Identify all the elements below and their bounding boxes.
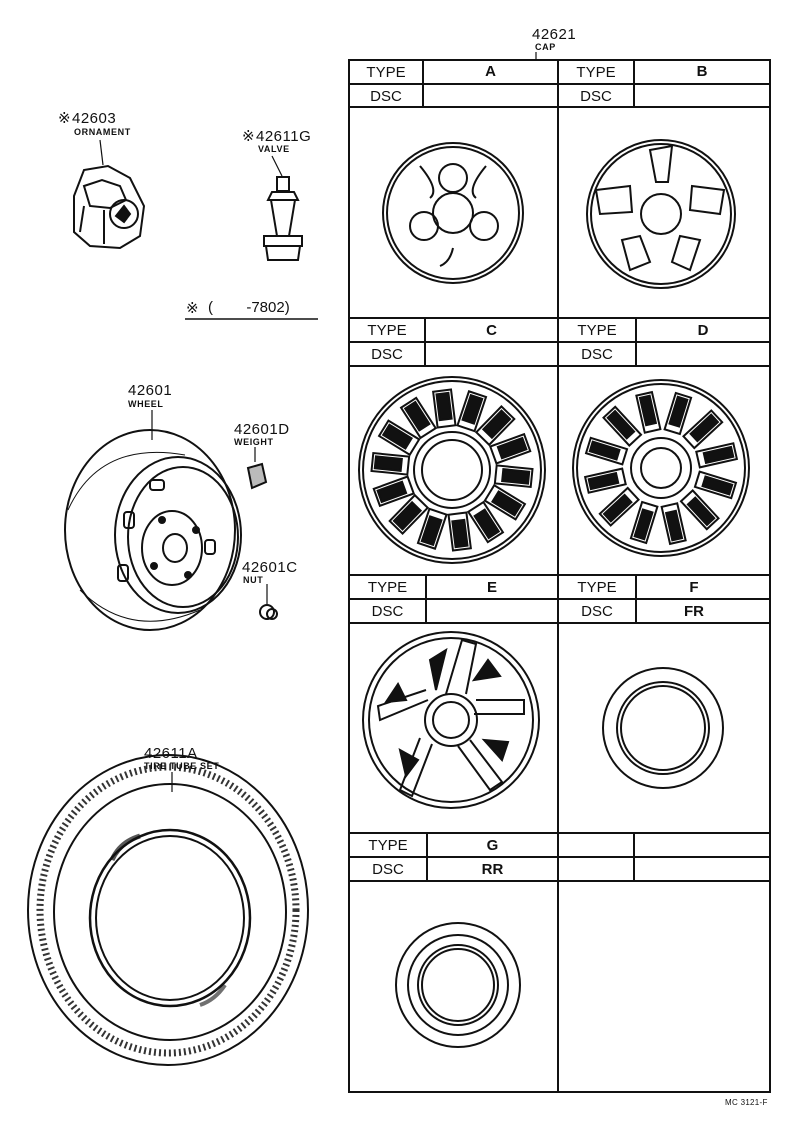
cap-type-table-grid [349, 60, 770, 1092]
dsc-header-f: DSC [581, 603, 613, 620]
weight-drawing [248, 464, 266, 488]
cap-d-slot-inner [590, 442, 620, 460]
dsc-header-e: DSC [371, 603, 404, 620]
tire-part-name: TIRE TUBE SET [144, 761, 220, 771]
cap-c-slot-inner [475, 510, 499, 538]
type-header-c: TYPE [367, 322, 407, 339]
dsc-header-c: DSC [371, 346, 403, 363]
valve-drawing [264, 177, 302, 260]
type-value-c: C [486, 322, 497, 339]
dsc-value-g: RR [481, 861, 504, 878]
cap-c-slot-inner [378, 482, 407, 502]
valve-part-number: 42611G [256, 128, 312, 145]
nut-part-name: NUT [243, 575, 264, 585]
dsc-header-g: DSC [372, 861, 404, 878]
ornament-part-name: ORNAMENT [74, 127, 131, 137]
tire-drawing [28, 755, 308, 1065]
cap-c-slot-inner [405, 402, 429, 430]
cap-c-slot-inner [498, 438, 527, 458]
cap-d-slots [585, 392, 737, 544]
cap-part-name: CAP [535, 42, 556, 52]
cap-d-slot-inner [670, 397, 688, 427]
type-header-g: TYPE [368, 837, 408, 854]
cap-c-slot-inner [483, 411, 510, 438]
cap-c-slot-inner [492, 491, 520, 515]
dsc-value-f: FR [684, 603, 704, 620]
cap-c-slot-inner [383, 425, 411, 449]
wheel-part-number: 42601 [128, 382, 173, 399]
type-value-g: G [486, 837, 499, 854]
dsc-header-b: DSC [580, 88, 612, 105]
type-header-b: TYPE [576, 64, 616, 81]
cap-d-slot-inner [604, 495, 631, 521]
footnote-text: ( -7802) [208, 299, 290, 316]
cap-d-drawing [573, 380, 749, 556]
cap-e-drawing [363, 632, 539, 808]
type-header-d: TYPE [577, 322, 617, 339]
cap-g-drawing [396, 923, 520, 1047]
cap-a-drawing [383, 143, 523, 283]
cap-d-slot-inner [688, 498, 714, 525]
dsc-header-d: DSC [581, 346, 613, 363]
cap-d-slot-inner [703, 477, 733, 495]
type-value-a: A [485, 63, 496, 80]
cap-c-slots [372, 390, 533, 551]
cap-c-slot-inner [394, 502, 421, 529]
ornament-mark: ※ [58, 110, 72, 127]
wheel-drawing [65, 430, 241, 630]
cap-f-drawing [603, 668, 723, 788]
type-header-f: TYPE [577, 579, 617, 596]
cap-c-slot-inner [375, 456, 402, 471]
weight-part-name: WEIGHT [234, 437, 274, 447]
type-value-e: E [486, 579, 497, 596]
type-value-d: D [697, 322, 709, 339]
valve-mark: ※ [242, 128, 256, 145]
cap-d-slot-inner [608, 411, 634, 438]
wheel-part-name: WHEEL [128, 399, 164, 409]
cap-c-slot-inner [452, 520, 467, 547]
cap-b-drawing [587, 140, 735, 288]
cap-c-slot-inner [502, 469, 529, 484]
valve-part-name: VALVE [258, 144, 290, 154]
nut-part-number: 42601C [242, 559, 298, 576]
cap-d-slot-inner [635, 510, 653, 540]
nut-drawing [260, 605, 277, 619]
ornament-part-number: 42603 [72, 110, 117, 127]
type-value-b: B [696, 63, 708, 80]
type-header-a: TYPE [366, 64, 406, 81]
cap-d-slot-inner [691, 415, 718, 441]
type-header-e: TYPE [367, 579, 408, 596]
type-value-f: F [689, 579, 699, 596]
tire-part-number: 42611A [144, 745, 198, 762]
ornament-drawing [74, 166, 144, 248]
cap-part-number: 42621 [532, 26, 577, 43]
dsc-header-a: DSC [370, 88, 402, 105]
weight-part-number: 42601D [234, 421, 290, 438]
cap-c-slot-inner [436, 393, 451, 420]
drawing-code: MC 3121-F [725, 1098, 768, 1107]
footnote-mark: ※ [186, 300, 199, 317]
